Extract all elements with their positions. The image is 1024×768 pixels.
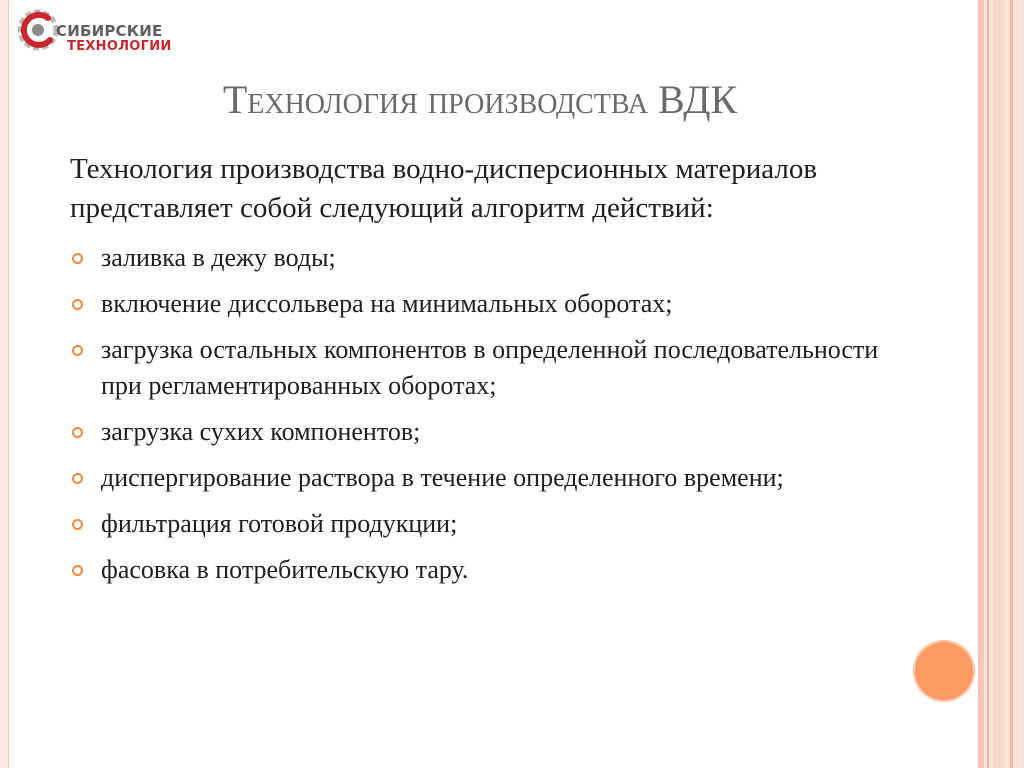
decorative-circle bbox=[913, 640, 975, 702]
list-item-text: диспергирование раствора в течение определенного времени; bbox=[101, 463, 784, 492]
list-item-text: загрузка остальных компонентов в определенной последовательности при регламентированных оборотах; bbox=[101, 335, 879, 400]
bullet-circle-icon bbox=[72, 299, 83, 310]
bullet-circle-icon bbox=[72, 253, 83, 264]
bullet-list bbox=[70, 240, 920, 588]
bullet-circle-icon bbox=[72, 473, 83, 484]
bullet-circle-icon bbox=[72, 565, 83, 576]
decorative-stripe bbox=[1017, 0, 1024, 768]
decorative-stripe bbox=[987, 0, 989, 768]
list-item-text: фильтрация готовой продукции; bbox=[101, 509, 458, 538]
list-item bbox=[70, 332, 920, 404]
list-item bbox=[70, 460, 920, 496]
slide-title: Технология производства ВДК bbox=[222, 77, 738, 122]
decorative-stripe bbox=[978, 0, 984, 768]
list-item bbox=[70, 286, 920, 322]
list-item-text: заливка в дежу воды; bbox=[101, 243, 336, 272]
list-item bbox=[70, 506, 920, 542]
slide-content bbox=[70, 150, 920, 598]
company-logo bbox=[14, 2, 184, 62]
logo-text-line2: ТЕХНОЛОГИИ bbox=[67, 39, 172, 54]
decorative-stripe bbox=[1010, 0, 1013, 768]
list-item bbox=[70, 414, 920, 450]
decorative-stripe bbox=[993, 0, 1005, 768]
list-item bbox=[70, 552, 920, 588]
list-item bbox=[70, 240, 920, 276]
list-item-text: включение диссольвера на минимальных оборотах; bbox=[101, 289, 673, 318]
intro-paragraph: Технология производства водно-дисперсионных материалов представляет собой следующий алгоритм действий: bbox=[70, 153, 818, 224]
list-item-text: фасовка в потребительскую тару. bbox=[101, 555, 469, 584]
bullet-circle-icon bbox=[72, 427, 83, 438]
logo-text-line1: СИБИРСКИЕ bbox=[56, 22, 163, 40]
bullet-circle-icon bbox=[72, 345, 83, 356]
bullet-circle-icon bbox=[72, 519, 83, 530]
list-item-text: загрузка сухих компонентов; bbox=[101, 417, 421, 446]
